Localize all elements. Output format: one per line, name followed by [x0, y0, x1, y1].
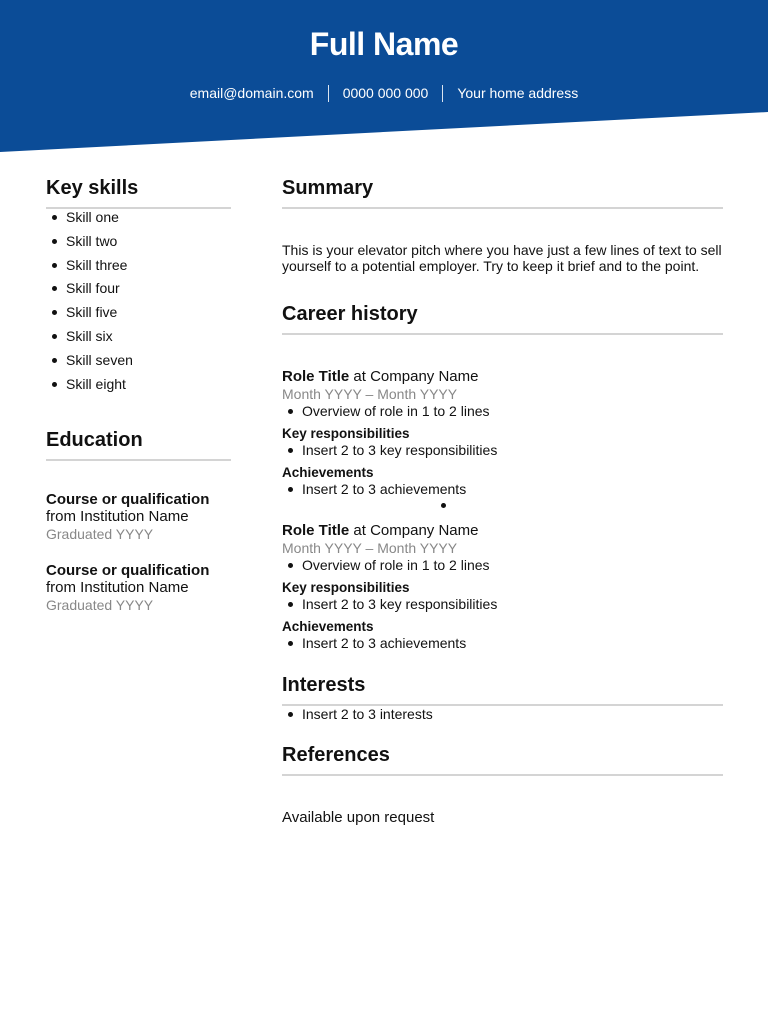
references-title: References [282, 743, 723, 776]
achievements-label: Achievements [282, 465, 374, 480]
skills-list [46, 209, 231, 392]
references-text: Available upon request [282, 809, 435, 826]
edu-institution: from Institution Name [46, 507, 189, 525]
achievements-list [282, 635, 723, 651]
summary-text: This is your elevator pitch where you have just a few lines of text to sell yourself to a potential employer. Try to keep it brief and to the point. [282, 242, 722, 274]
skill-item: Skill eight [46, 376, 231, 392]
interests-list [282, 706, 723, 722]
role-title: Role Title [282, 522, 350, 539]
edu-date: Graduated YYYY [46, 525, 154, 542]
overview-list [282, 403, 723, 419]
edu-course: Course or qualification [46, 561, 210, 579]
header-band [0, 0, 768, 152]
skill-item: Skill two [46, 233, 231, 249]
phone: 0000 000 000 [342, 85, 429, 101]
responsibilities-list [282, 442, 723, 458]
education-title: Education [46, 428, 231, 461]
achievement-item: Insert 2 to 3 achievements [282, 481, 723, 497]
key-skills-title: Key skills [46, 176, 231, 209]
edu-institution: from Institution Name [46, 578, 189, 596]
role-dates: Month YYYY – Month YYYY [282, 386, 458, 402]
role-overview: Overview of role in 1 to 2 lines [282, 403, 723, 419]
responsibilities-label: Key responsibilities [282, 580, 410, 595]
skill-item: Skill three [46, 257, 231, 273]
responsibilities-list [282, 596, 723, 612]
summary-title: Summary [282, 176, 723, 209]
contact-divider [328, 85, 329, 102]
achievements-label: Achievements [282, 619, 374, 634]
achievements-list [282, 481, 723, 497]
education-entry [46, 491, 231, 543]
responsibility-item: Insert 2 to 3 key responsibilities [282, 442, 723, 458]
job-entry [282, 368, 723, 497]
role-overview: Overview of role in 1 to 2 lines [282, 557, 723, 573]
edu-course: Course or qualification [46, 490, 210, 508]
education-entry [46, 562, 231, 614]
company-name: at Company Name [349, 368, 479, 385]
job-entry [282, 522, 723, 651]
company-name: at Company Name [349, 522, 479, 539]
achievement-item: Insert 2 to 3 achievements [282, 635, 723, 651]
skill-item: Skill six [46, 328, 231, 344]
role-line [282, 522, 723, 539]
role-title: Role Title [282, 368, 350, 385]
address: Your home address [457, 85, 579, 101]
role-line [282, 368, 723, 385]
contact-divider [442, 85, 443, 102]
contact-row [0, 84, 768, 102]
interest-item: Insert 2 to 3 interests [282, 706, 723, 722]
skill-item: Skill one [46, 209, 231, 225]
skill-item: Skill seven [46, 352, 231, 368]
skill-item: Skill five [46, 304, 231, 320]
stray-bullet-dot [441, 503, 446, 508]
role-dates: Month YYYY – Month YYYY [282, 540, 458, 556]
skill-item: Skill four [46, 280, 231, 296]
responsibility-item: Insert 2 to 3 key responsibilities [282, 596, 723, 612]
full-name: Full Name [309, 26, 459, 62]
edu-date: Graduated YYYY [46, 596, 154, 613]
interests-title: Interests [282, 673, 723, 706]
responsibilities-label: Key responsibilities [282, 426, 410, 441]
email: email@domain.com [189, 85, 314, 101]
career-history-title: Career history [282, 302, 723, 335]
right-column [282, 176, 723, 826]
left-column [46, 176, 231, 614]
overview-list [282, 557, 723, 573]
